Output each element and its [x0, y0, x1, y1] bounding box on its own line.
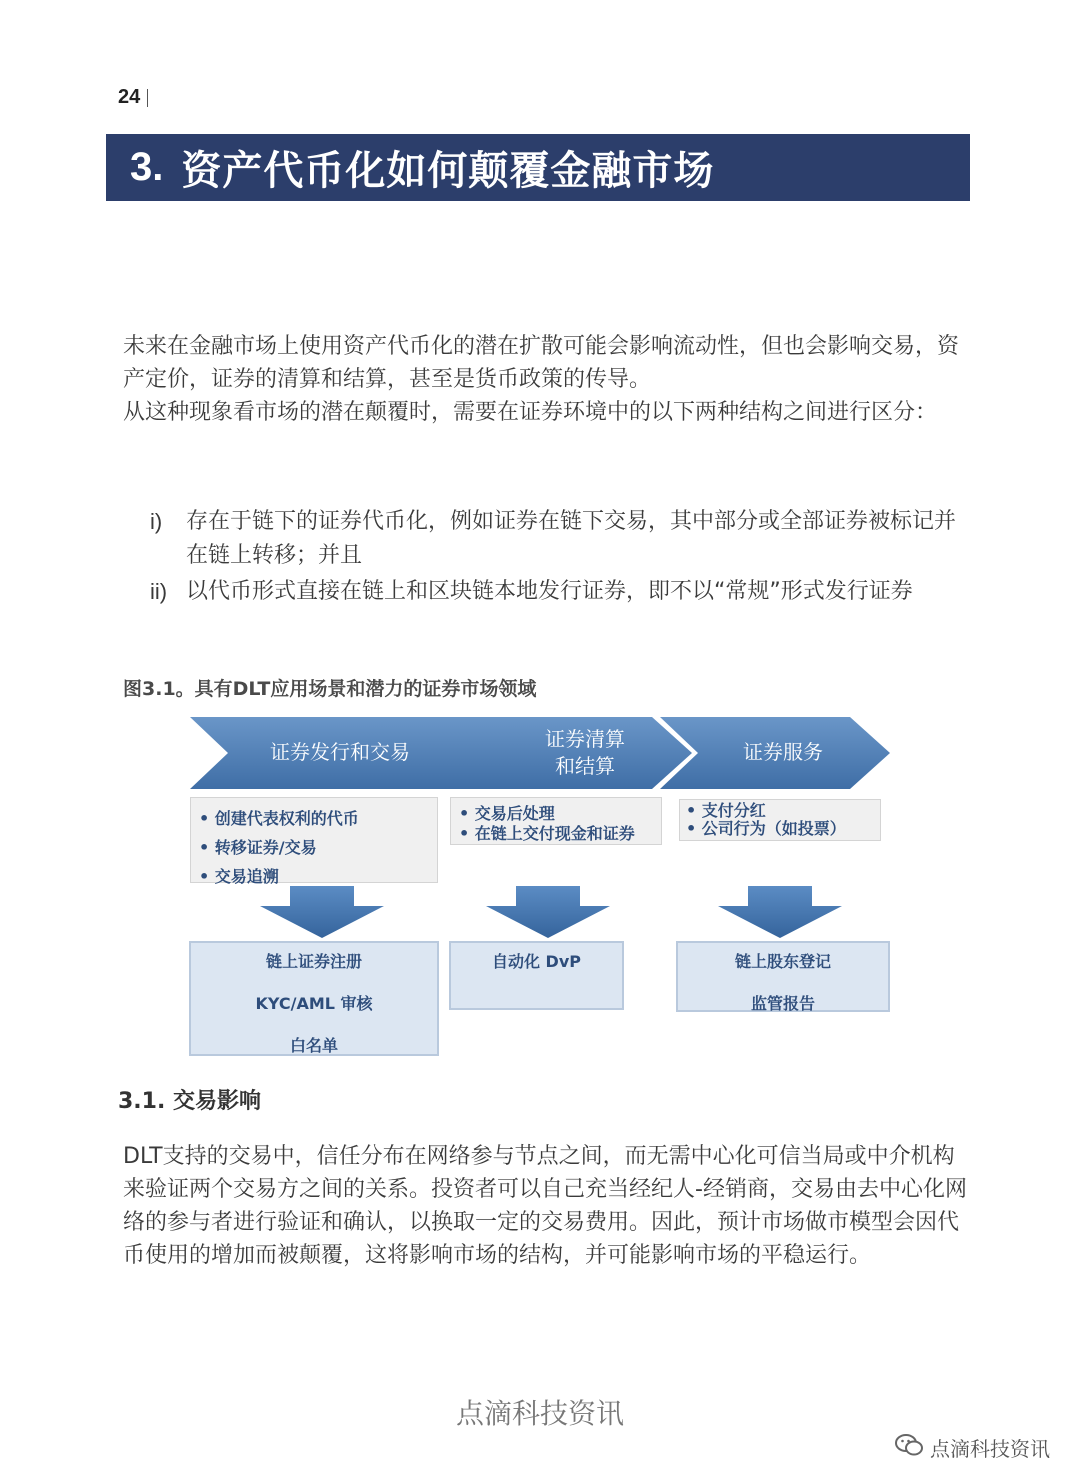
stage-detail-box-3 — [679, 799, 881, 841]
section-paragraph: DLT支持的交易中，信任分布在网络参与节点之间，而无需中心化可信当局或中介机构来验证两个交易方之间的关系。投资者可以自己充当经纪人-经销商，交易由去中心化网络的参与者进行验证和确认，以换取一定的交易费用。因此，预计市场做市模型会因代币使用的增加而被颠覆，这将影响市场的结构，并可能影响市场的平稳运行。 — [123, 1144, 967, 1268]
down-arrow-2 — [486, 886, 610, 938]
wechat-icon — [894, 1432, 924, 1463]
detail-item: • 在链上交付现金和证券 — [459, 824, 653, 844]
list-item-text: 存在于链下的证券代币化，例如证券在链下交易，其中部分或全部证券被标记并在链上转移；并且 — [186, 509, 957, 568]
intro-paragraph-2: 从这种现象看市场的潜在颠覆时，需要在证券环境中的以下两种结构之间进行区分： — [123, 400, 938, 425]
list-item — [150, 505, 970, 573]
result-box-1 — [189, 941, 439, 1056]
wechat-watermark — [894, 1432, 1050, 1463]
detail-item: • 公司行为（如投票） — [686, 820, 874, 838]
chapter-title: 资产代币化如何颠覆金融市场 — [181, 148, 715, 194]
detail-item: • 支付分红 — [686, 802, 874, 820]
detail-item: • 交易追溯 — [199, 862, 429, 891]
detail-item: • 创建代表权利的代币 — [199, 804, 429, 833]
footer-text: 点滴科技资讯 — [455, 1397, 624, 1430]
section-title: 3.1. 交易影响 — [118, 1089, 261, 1114]
result-item: 监管报告 — [750, 994, 815, 1013]
stage-detail-box-1 — [190, 797, 438, 886]
list-marker: ii) — [150, 579, 168, 604]
list-marker: i) — [150, 509, 163, 534]
stage-detail-box-2 — [450, 797, 662, 845]
result-item: 白名单 — [289, 1036, 338, 1055]
intro-paragraph-1: 未来在金融市场上使用资产代币化的潜在扩散可能会影响流动性，但也会影响交易，资产定价，证券的清算和结算，甚至是货币政策的传导。 — [123, 334, 960, 392]
wechat-label: 点滴科技资讯 — [930, 1437, 1050, 1461]
stage-label-2a: 证券清算 — [545, 727, 625, 751]
result-item: KYC/AML 审核 — [255, 994, 373, 1013]
result-item: 链上证券注册 — [265, 952, 362, 971]
stage-label-3: 证券服务 — [743, 740, 823, 764]
result-item: 链上股东登记 — [734, 952, 831, 971]
chapter-number: 3. — [130, 145, 164, 189]
detail-item: • 交易后处理 — [459, 804, 653, 824]
result-item: 自动化 DvP — [491, 952, 581, 971]
page-number: 24 — [118, 86, 141, 108]
page-number-divider — [147, 89, 148, 107]
down-arrow-3 — [718, 886, 842, 938]
chapter-heading — [106, 134, 970, 201]
result-box-3 — [676, 941, 890, 1012]
list-item-text: 以代币形式直接在链上和区块链本地发行证券，即不以“常规”形式发行证券 — [186, 579, 913, 604]
list-item — [150, 575, 970, 609]
result-box-2 — [449, 941, 624, 1010]
detail-item: • 转移证券/交易 — [199, 833, 429, 862]
figure-caption: 图3.1。具有DLT应用场景和潜力的证券市场领域 — [123, 678, 537, 700]
stage-label-1: 证券发行和交易 — [270, 740, 410, 764]
stage-label-2b: 和结算 — [555, 754, 615, 778]
